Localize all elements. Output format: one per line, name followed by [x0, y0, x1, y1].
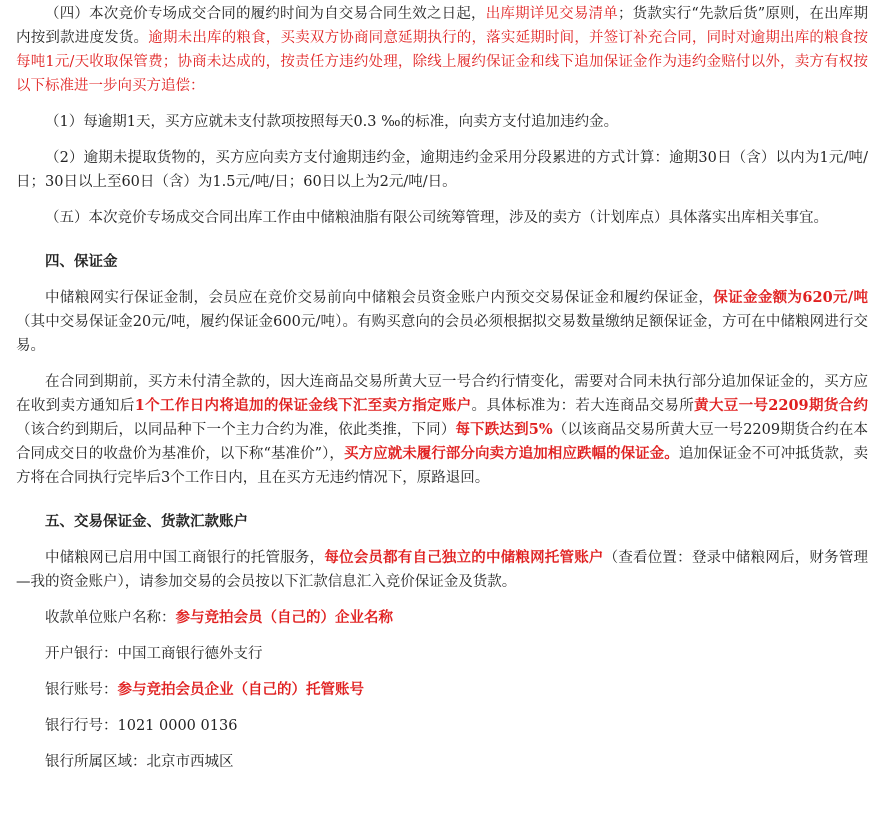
deposit-breakdown: （其中交易保证金20元/吨，履约保证金600元/吨）。有购买意向的会员必须根据拟交易数量缴纳足额保证金，方可在中储粮网进行交易。 [16, 314, 868, 354]
clause-5-outbound: （五）本次竞价专场成交合同出库工作由中储粮油脂有限公司统筹管理，涉及的卖方（计划库点）具体落实出库相关事宜。 [45, 210, 828, 226]
contract-rollover-note: （该合约到期后，以同品种下一个主力合约为准，依此类推，下同） [16, 422, 456, 438]
clause-4-performance [16, 2, 868, 98]
payee-label: 收款单位账户名称： [45, 610, 176, 626]
refund-note: 追加保证金不可冲抵货款，卖方将在合同执行完毕后3个工作日内，且在买方无违约情况下，原路退回。 [16, 446, 869, 486]
futures-contract: 黄大豆一号2209期货合约 [694, 397, 869, 414]
custody-text: 中储粮网已启用中国工商银行的托管服务， [45, 550, 325, 566]
margin-call-standard: 。具体标准为：若大连商品交易所 [471, 398, 695, 414]
deposit-paragraph-1 [16, 286, 868, 358]
clause-4-text: （四）本次竞价专场成交合同的履约时间为自交易合同生效之日起， [45, 6, 486, 22]
overdue-penalty-note: 逾期未出库的粮食，买卖双方协商同意延期执行的，落实延期时间，并签订补充合同，同时对逾期出库的粮食按每吨1元/天收取保管费；协商未达成的，按责任方违约处理，除线上履约保证金和线下追加保证金作为违约金赔付以外，卖方有权按以下标准进一步向买方追偿： [16, 30, 869, 94]
account-number-label: 银行账号： [45, 682, 118, 698]
buyer-obligation: 买方应就未履行部分向卖方追加相应跌幅的保证金。 [343, 445, 679, 462]
deposit-amount: 保证金金额为620元/吨 [713, 289, 869, 306]
bank-region-value: 北京市西城区 [146, 754, 234, 770]
payee-row [16, 606, 868, 630]
clause-4-payment-text: ；货款实行“先款后货”原则，在出库期内按到款进度发货。 [16, 6, 869, 46]
custody-account-note: 每位会员都有自己独立的中储粮网托管账户 [324, 549, 604, 566]
margin-call-text: 在合同到期前，买方未付清全款的，因大连商品交易所黄大豆一号合约行情变化，需要对合同未执行部分追加保证金的，买方应在收到卖方通知后 [16, 374, 868, 414]
penalty-item-2: （2）逾期未提取货物的，买方应向卖方支付逾期违约金，逾期违约金采用分段累进的方式计算：逾期30日（含）以内为1元/吨/日；30日以上至60日（含）为1.5元/吨/日；60日以上为2元/吨/日。 [16, 150, 868, 190]
bank-region-label: 银行所属区域： [45, 754, 147, 770]
bank-code-row [16, 714, 868, 738]
bank-value: 中国工商银行德外支行 [117, 646, 263, 662]
payee-value: 参与竞拍会员（自己的）企业名称 [175, 609, 393, 626]
accounts-paragraph [16, 546, 868, 594]
drop-threshold: 每下跌达到5% [455, 421, 553, 438]
account-number-row [16, 678, 868, 702]
benchmark-price-note: （以该商品交易所黄大豆一号2209期货合约在本合同成交日的收盘价为基准价，以下称“基准价”）， [16, 422, 868, 462]
section-accounts-heading: 五、交易保证金、货款汇款账户 [45, 513, 248, 530]
section-deposit-heading: 四、保证金 [45, 253, 118, 270]
deposit-text: 中储粮网实行保证金制，会员应在竞价交易前向中储粮会员资金账户内预交交易保证金和履约保证金， [45, 290, 714, 306]
bank-code-value: 1021 0000 0136 [117, 718, 238, 734]
bank-region-row [16, 750, 868, 774]
penalty-item-1: （1）每逾期1天，买方应就未支付款项按照每天0.3 ‰的标准，向卖方支付追加违约金。 [45, 114, 619, 130]
bank-code-label: 银行行号： [45, 718, 118, 734]
bank-label: 开户银行： [45, 646, 118, 662]
bank-row [16, 642, 868, 666]
delivery-period-note: 出库期详见交易清单 [485, 6, 618, 22]
margin-call-deadline: 1个工作日内将追加的保证金线下汇至卖方指定账户 [134, 397, 472, 414]
account-number-value: 参与竞拍会员企业（自己的）托管账号 [117, 681, 364, 698]
custody-lookup-note: （查看位置：登录中储粮网后，财务管理—我的资金账户），请参加交易的会员按以下汇款信息汇入竞价保证金及货款。 [16, 550, 869, 590]
deposit-paragraph-2 [16, 370, 868, 490]
